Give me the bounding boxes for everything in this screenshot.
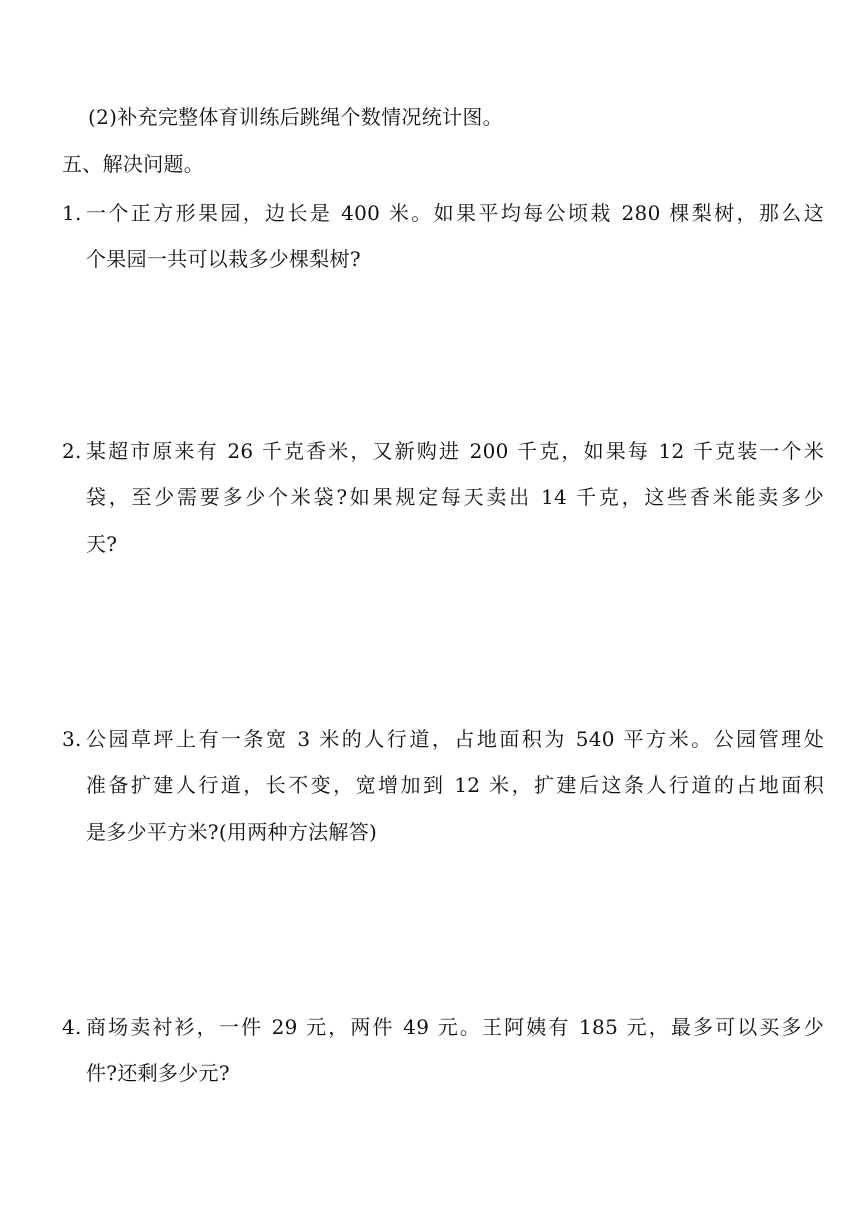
problem-text-line: 天? (86, 532, 118, 556)
problem-text-line: 件?还剩多少元? (86, 1061, 230, 1085)
problem-number: 1. (62, 201, 82, 225)
problem-text-line: 是多少平方米?(用两种方法解答) (86, 820, 378, 844)
section-heading: 五、解决问题。 (62, 152, 205, 176)
problem-text-line: 个果园一共可以栽多少棵梨树? (86, 247, 361, 271)
problem-text-line: 商场卖衬衫，一件 29 元，两件 49 元。王阿姨有 185 元，最多可以买多少 (86, 1015, 824, 1039)
subquestion-text: (2)补充完整体育训练后跳绳个数情况统计图。 (88, 105, 503, 129)
problem-number: 3. (62, 727, 82, 751)
problem-number: 4. (62, 1015, 82, 1039)
problem-text-line: 一个正方形果园，边长是 400 米。如果平均每公顷栽 280 棵梨树，那么这 (86, 201, 824, 225)
problem-number: 2. (62, 439, 82, 463)
problem-text-line: 袋，至少需要多少个米袋?如果规定每天卖出 14 千克，这些香米能卖多少 (86, 485, 824, 509)
problem-text-line: 准备扩建人行道，长不变，宽增加到 12 米，扩建后这条人行道的占地面积 (86, 773, 824, 797)
problem-text-line: 某超市原来有 26 千克香米，又新购进 200 千克，如果每 12 千克装一个米 (86, 439, 824, 463)
problem-text-line: 公园草坪上有一条宽 3 米的人行道，占地面积为 540 平方米。公园管理处 (86, 727, 824, 751)
